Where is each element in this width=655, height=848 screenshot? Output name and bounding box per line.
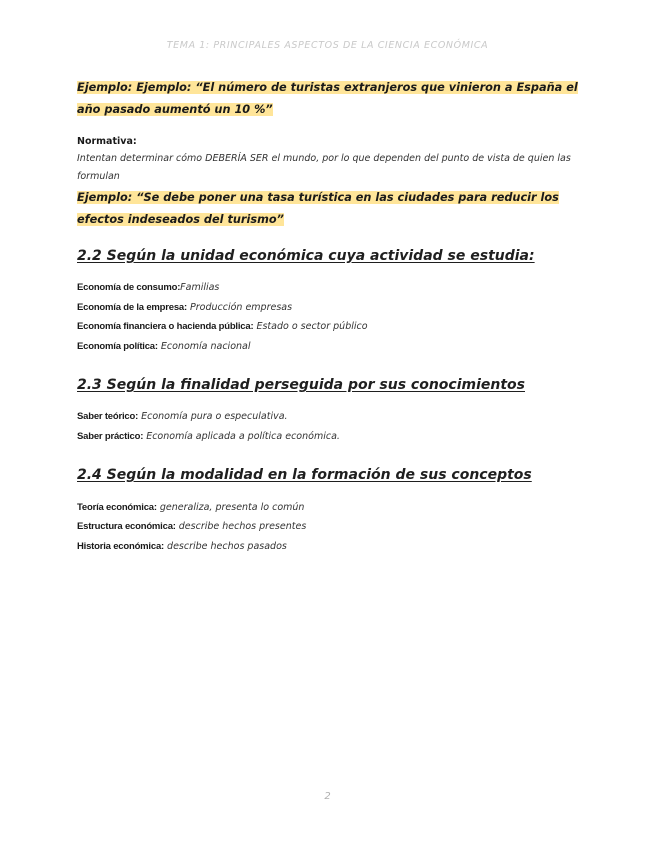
item-value: describe hechos presentes (175, 521, 307, 532)
item-label: Economía política: (77, 341, 158, 352)
page-number: 2 (324, 791, 331, 802)
list-item (77, 521, 306, 532)
item-value: generaliza, presenta lo común (156, 502, 305, 513)
list-item (77, 502, 304, 513)
list-item (77, 541, 287, 552)
item-value: Familias (180, 282, 220, 293)
section-heading-2-3: 2.3 Según la finalidad perseguida por sus conocimientos (77, 377, 525, 393)
normativa-text: Intentan determinar cómo DEBERÍA SER el mundo, por lo que dependen del punto de vista de quien las formulan (77, 153, 571, 182)
item-value: Producción empresas (186, 302, 293, 313)
item-label: Economía de la empresa: (77, 302, 187, 313)
section-heading-2-4: 2.4 Según la modalidad en la formación de sus conceptos (77, 467, 532, 483)
list-item (77, 431, 340, 442)
item-label: Economía de consumo: (77, 282, 181, 293)
normativa-example (77, 186, 582, 230)
item-value: Economía nacional (157, 341, 251, 352)
highlighted-example-text: Ejemplo: Ejemplo: “El número de turistas extranjeros que vinieron a España el año pasado aumentó un 10 %” (77, 81, 578, 116)
page-header: TEMA 1: PRINCIPALES ASPECTOS DE LA CIENCIA ECONÓMICA (166, 40, 489, 51)
normativa-title: Normativa: (77, 136, 137, 147)
item-label: Estructura económica: (77, 521, 176, 532)
item-label: Saber práctico: (77, 431, 144, 442)
list-item (77, 302, 292, 313)
item-label: Economía financiera o hacienda pública: (77, 321, 254, 332)
item-value: describe hechos pasados (164, 541, 287, 552)
item-label: Saber teórico: (77, 411, 139, 422)
section-heading-2-2: 2.2 Según la unidad económica cuya actividad se estudia: (77, 248, 535, 264)
item-value: Economía aplicada a política económica. (143, 431, 340, 442)
item-value: Economía pura o especulativa. (138, 411, 288, 422)
list-item (77, 341, 250, 352)
list-item (77, 321, 368, 332)
list-item (77, 411, 288, 422)
item-label: Teoría económica: (77, 502, 157, 513)
highlighted-example-text: Ejemplo: “Se debe poner una tasa turística en las ciudades para reducir los efectos indeseados del turismo” (77, 191, 559, 226)
positiva-example (77, 76, 582, 120)
list-item (77, 282, 219, 293)
item-label: Historia económica: (77, 541, 165, 552)
item-value: Estado o sector público (253, 321, 368, 332)
